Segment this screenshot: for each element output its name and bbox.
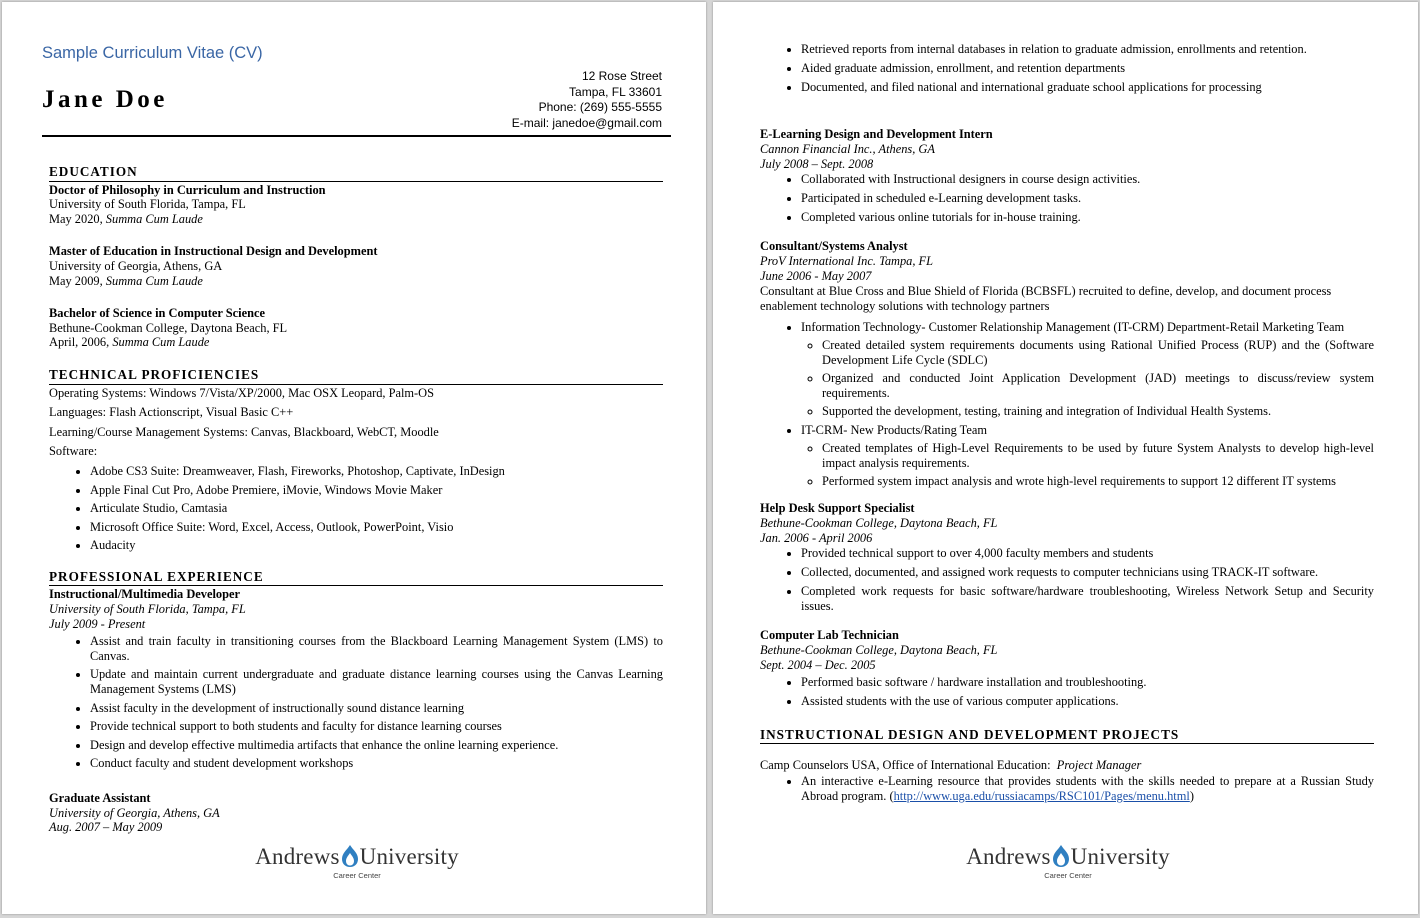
degree-school: University of South Florida, Tampa, FL xyxy=(49,197,246,212)
degree-date xyxy=(49,335,663,350)
job-duties xyxy=(49,634,663,771)
email-address: E-mail: janedoe@gmail.com xyxy=(511,116,662,131)
job-entry xyxy=(760,239,1374,489)
degree-school: Bethune-Cookman College, Daytona Beach, FL xyxy=(49,320,288,335)
list-item: • Adobe CS3 Suite: Dreamweaver, Flash, Fireworks, Photoshop, Captivate, InDesign xyxy=(90,464,663,479)
job-duties xyxy=(760,675,1374,709)
job-entry xyxy=(760,501,1374,614)
address-line-2: Tampa, FL 33601 xyxy=(569,84,662,99)
tech-lms: Learning/Course Management Systems: Canvas, Blackboard, WebCT, Moodle xyxy=(49,424,439,439)
list-item: • Performed basic software / hardware installation and troubleshooting. xyxy=(801,675,1374,690)
job-org: Bethune-Cookman College, Daytona Beach, FL xyxy=(760,643,998,657)
education-entry xyxy=(49,306,663,350)
cv-page-1 xyxy=(2,2,706,914)
project-link-close: ) xyxy=(1189,789,1194,803)
project-link[interactable]: http://www.uga.edu/russiacamps/RSC101/Pages/menu.html xyxy=(893,789,1190,803)
list-item: • Provided technical support to over 4,000 faculty members and students xyxy=(801,546,1374,561)
list-item: • Aided graduate admission, enrollment, and retention departments xyxy=(801,61,1374,76)
tech-software-label: Software: xyxy=(49,444,98,459)
job-title: Graduate Assistant xyxy=(49,791,151,805)
project-org: Camp Counselors USA, Office of International Education: xyxy=(760,758,1051,772)
flame-icon xyxy=(1053,845,1069,867)
job-title: Help Desk Support Specialist xyxy=(760,501,915,515)
list-item: ◦ Supported the development, testing, training and integration of Individual Health Systems. xyxy=(822,404,1374,419)
list-item: • Completed various online tutorials for in-house training. xyxy=(801,210,1374,225)
job-entry xyxy=(49,587,663,771)
job-title: Instructional/Multimedia Developer xyxy=(49,587,241,602)
degree-title: Doctor of Philosophy in Curriculum and Instruction xyxy=(49,182,326,197)
logo-text-left: Andrews xyxy=(255,844,340,869)
job-org: Cannon Financial Inc., Athens, GA xyxy=(760,142,935,156)
education-entry xyxy=(49,183,663,227)
job-duties xyxy=(760,546,1374,614)
job-duties xyxy=(760,42,1374,95)
list-item: • Provide technical support to both students and faculty for distance learning courses xyxy=(90,719,663,734)
candidate-name: Jane Doe xyxy=(42,86,168,113)
project-details xyxy=(760,774,1374,804)
degree-honor: Summa Cum Laude xyxy=(112,335,210,350)
list-item: • Assist and train faculty in transitioning courses from the Blackboard Learning Management System (LMS) to Canvas. xyxy=(90,634,663,663)
group-items xyxy=(801,441,1374,489)
software-list xyxy=(49,464,663,553)
degree-title: Master of Education in Instructional Design and Development xyxy=(49,244,378,259)
phone-number: Phone: (269) 555-5555 xyxy=(538,100,662,115)
consultant-groups xyxy=(760,320,1374,489)
logo-wordmark xyxy=(938,845,1198,869)
list-item: • Audacity xyxy=(90,538,663,553)
job-title: Consultant/Systems Analyst xyxy=(760,239,908,253)
degree-title: Bachelor of Science in Computer Science xyxy=(49,306,266,321)
list-item: • Assist faculty in the development of instructionally sound distance learning xyxy=(90,701,663,716)
list-item: • Retrieved reports from internal databases in relation to graduate admission, enrollments and retention. xyxy=(801,42,1374,57)
main-content-page-2 xyxy=(760,42,1374,808)
degree-honor: Summa Cum Laude xyxy=(105,273,203,288)
job-org: ProV International Inc. Tampa, FL xyxy=(760,254,934,268)
list-item: ◦ Created templates of High-Level Requirements to be used by future System Analysts to develop high-level impact analysis requirements. xyxy=(822,441,1374,471)
header-divider xyxy=(42,135,671,137)
job-dates: July 2008 – Sept. 2008 xyxy=(760,157,874,171)
logo-text-right: University xyxy=(1070,844,1170,869)
job-org: University of Georgia, Athens, GA xyxy=(49,805,220,820)
experience-heading: PROFESSIONAL EXPERIENCE xyxy=(49,570,663,587)
list-item xyxy=(801,774,1374,804)
group-items xyxy=(801,338,1374,419)
list-item xyxy=(801,320,1374,419)
job-duties xyxy=(760,172,1374,225)
degree-date xyxy=(49,274,663,289)
logo-wordmark xyxy=(227,845,487,869)
address-line-1: 12 Rose Street xyxy=(581,69,662,83)
degree-date xyxy=(49,212,663,227)
university-logo xyxy=(938,845,1198,880)
logo-text-left: Andrews xyxy=(966,844,1051,869)
project-role: Project Manager xyxy=(1056,758,1142,772)
degree-date-text: April, 2006, xyxy=(49,335,113,350)
education-heading: EDUCATION xyxy=(49,165,663,182)
job-entry xyxy=(760,628,1374,709)
list-item: ◦ Created detailed system requirements documents using Rational Unified Process (RUP) and the (Software Development Life Cycle (SDLC) xyxy=(822,338,1374,368)
flame-icon xyxy=(342,845,358,867)
list-item: ◦ Organized and conducted Joint Application Development (JAD) meetings to discuss/review system requirements. xyxy=(822,371,1374,401)
project-description: An interactive e-Learning resource that provides students with the skills needed to prepare at a Russian Study Abroad program. xyxy=(801,774,1374,803)
cv-page-2 xyxy=(713,2,1418,914)
document-label: Sample Curriculum Vitae (CV) xyxy=(42,44,263,62)
job-dates: Jan. 2006 - April 2006 xyxy=(760,531,873,545)
list-item: • Completed work requests for basic software/hardware troubleshooting, Wireless Network Setup and Security issues. xyxy=(801,584,1374,614)
list-item: • Collaborated with Instructional designers in course design activities. xyxy=(801,172,1374,187)
job-org: Bethune-Cookman College, Daytona Beach, FL xyxy=(760,516,998,530)
degree-school: University of Georgia, Athens, GA xyxy=(49,258,223,273)
job-entry xyxy=(49,791,663,835)
list-item: ◦ Performed system impact analysis and wrote high-level requirements to support 12 different IT systems xyxy=(822,474,1374,489)
technical-heading: TECHNICAL PROFICIENCIES xyxy=(49,368,663,385)
job-dates: Aug. 2007 – May 2009 xyxy=(49,820,163,835)
list-item: • Assisted students with the use of various computer applications. xyxy=(801,694,1374,709)
list-item: • Articulate Studio, Camtasia xyxy=(90,501,663,516)
list-item: • Participated in scheduled e-Learning development tasks. xyxy=(801,191,1374,206)
tech-languages: Languages: Flash Actionscript, Visual Basic C++ xyxy=(49,405,294,420)
group-label: Information Technology- Customer Relationship Management (IT-CRM) Department-Retail Marketing Team xyxy=(801,320,1345,334)
list-item: • Microsoft Office Suite: Word, Excel, Access, Outlook, PowerPoint, Visio xyxy=(90,520,663,535)
group-label: IT-CRM- New Products/Rating Team xyxy=(801,423,988,437)
degree-honor: Summa Cum Laude xyxy=(105,211,203,226)
list-item: • Conduct faculty and student development workshops xyxy=(90,756,663,771)
logo-text-right: University xyxy=(359,844,459,869)
job-dates: July 2009 - Present xyxy=(49,616,146,631)
job-dates: Sept. 2004 – Dec. 2005 xyxy=(760,658,876,672)
logo-subtitle: Career Center xyxy=(1044,871,1092,880)
job-entry xyxy=(760,127,1374,225)
education-entry xyxy=(49,244,663,288)
job-summary: Consultant at Blue Cross and Blue Shield of Florida (BCBSFL) recruited to define, develop, and document process enablement technology solutions with technology partners xyxy=(760,284,1332,313)
job-org: University of South Florida, Tampa, FL xyxy=(49,602,246,617)
job-dates: June 2006 - May 2007 xyxy=(760,269,872,283)
tech-os: Operating Systems: Windows 7/Vista/XP/2000, Mac OSX Leopard, Palm-OS xyxy=(49,385,435,400)
project-link-open: ( xyxy=(889,789,894,803)
degree-date-text: May 2009, xyxy=(49,273,106,288)
list-item: • Update and maintain current undergraduate and graduate distance learning courses using the Canvas Learning Management Systems (LMS) xyxy=(90,667,663,696)
job-title: E-Learning Design and Development Intern xyxy=(760,127,993,141)
list-item: • Documented, and filed national and international graduate school applications for processing xyxy=(801,80,1374,95)
main-content-page-1 xyxy=(49,165,663,835)
list-item: • Collected, documented, and assigned work requests to computer technicians using TRACK-IT software. xyxy=(801,565,1374,580)
degree-date-text: May 2020, xyxy=(49,211,106,226)
list-item xyxy=(801,423,1374,489)
contact-block xyxy=(512,69,662,132)
university-logo xyxy=(227,845,487,880)
list-item: • Design and develop effective multimedia artifacts that enhance the online learning experience. xyxy=(90,738,663,753)
project-entry xyxy=(760,758,1374,773)
logo-subtitle: Career Center xyxy=(333,871,381,880)
list-item: • Apple Final Cut Pro, Adobe Premiere, iMovie, Windows Movie Maker xyxy=(90,483,663,498)
job-title: Computer Lab Technician xyxy=(760,628,899,642)
projects-heading: INSTRUCTIONAL DESIGN AND DEVELOPMENT PROJECTS xyxy=(760,727,1374,744)
